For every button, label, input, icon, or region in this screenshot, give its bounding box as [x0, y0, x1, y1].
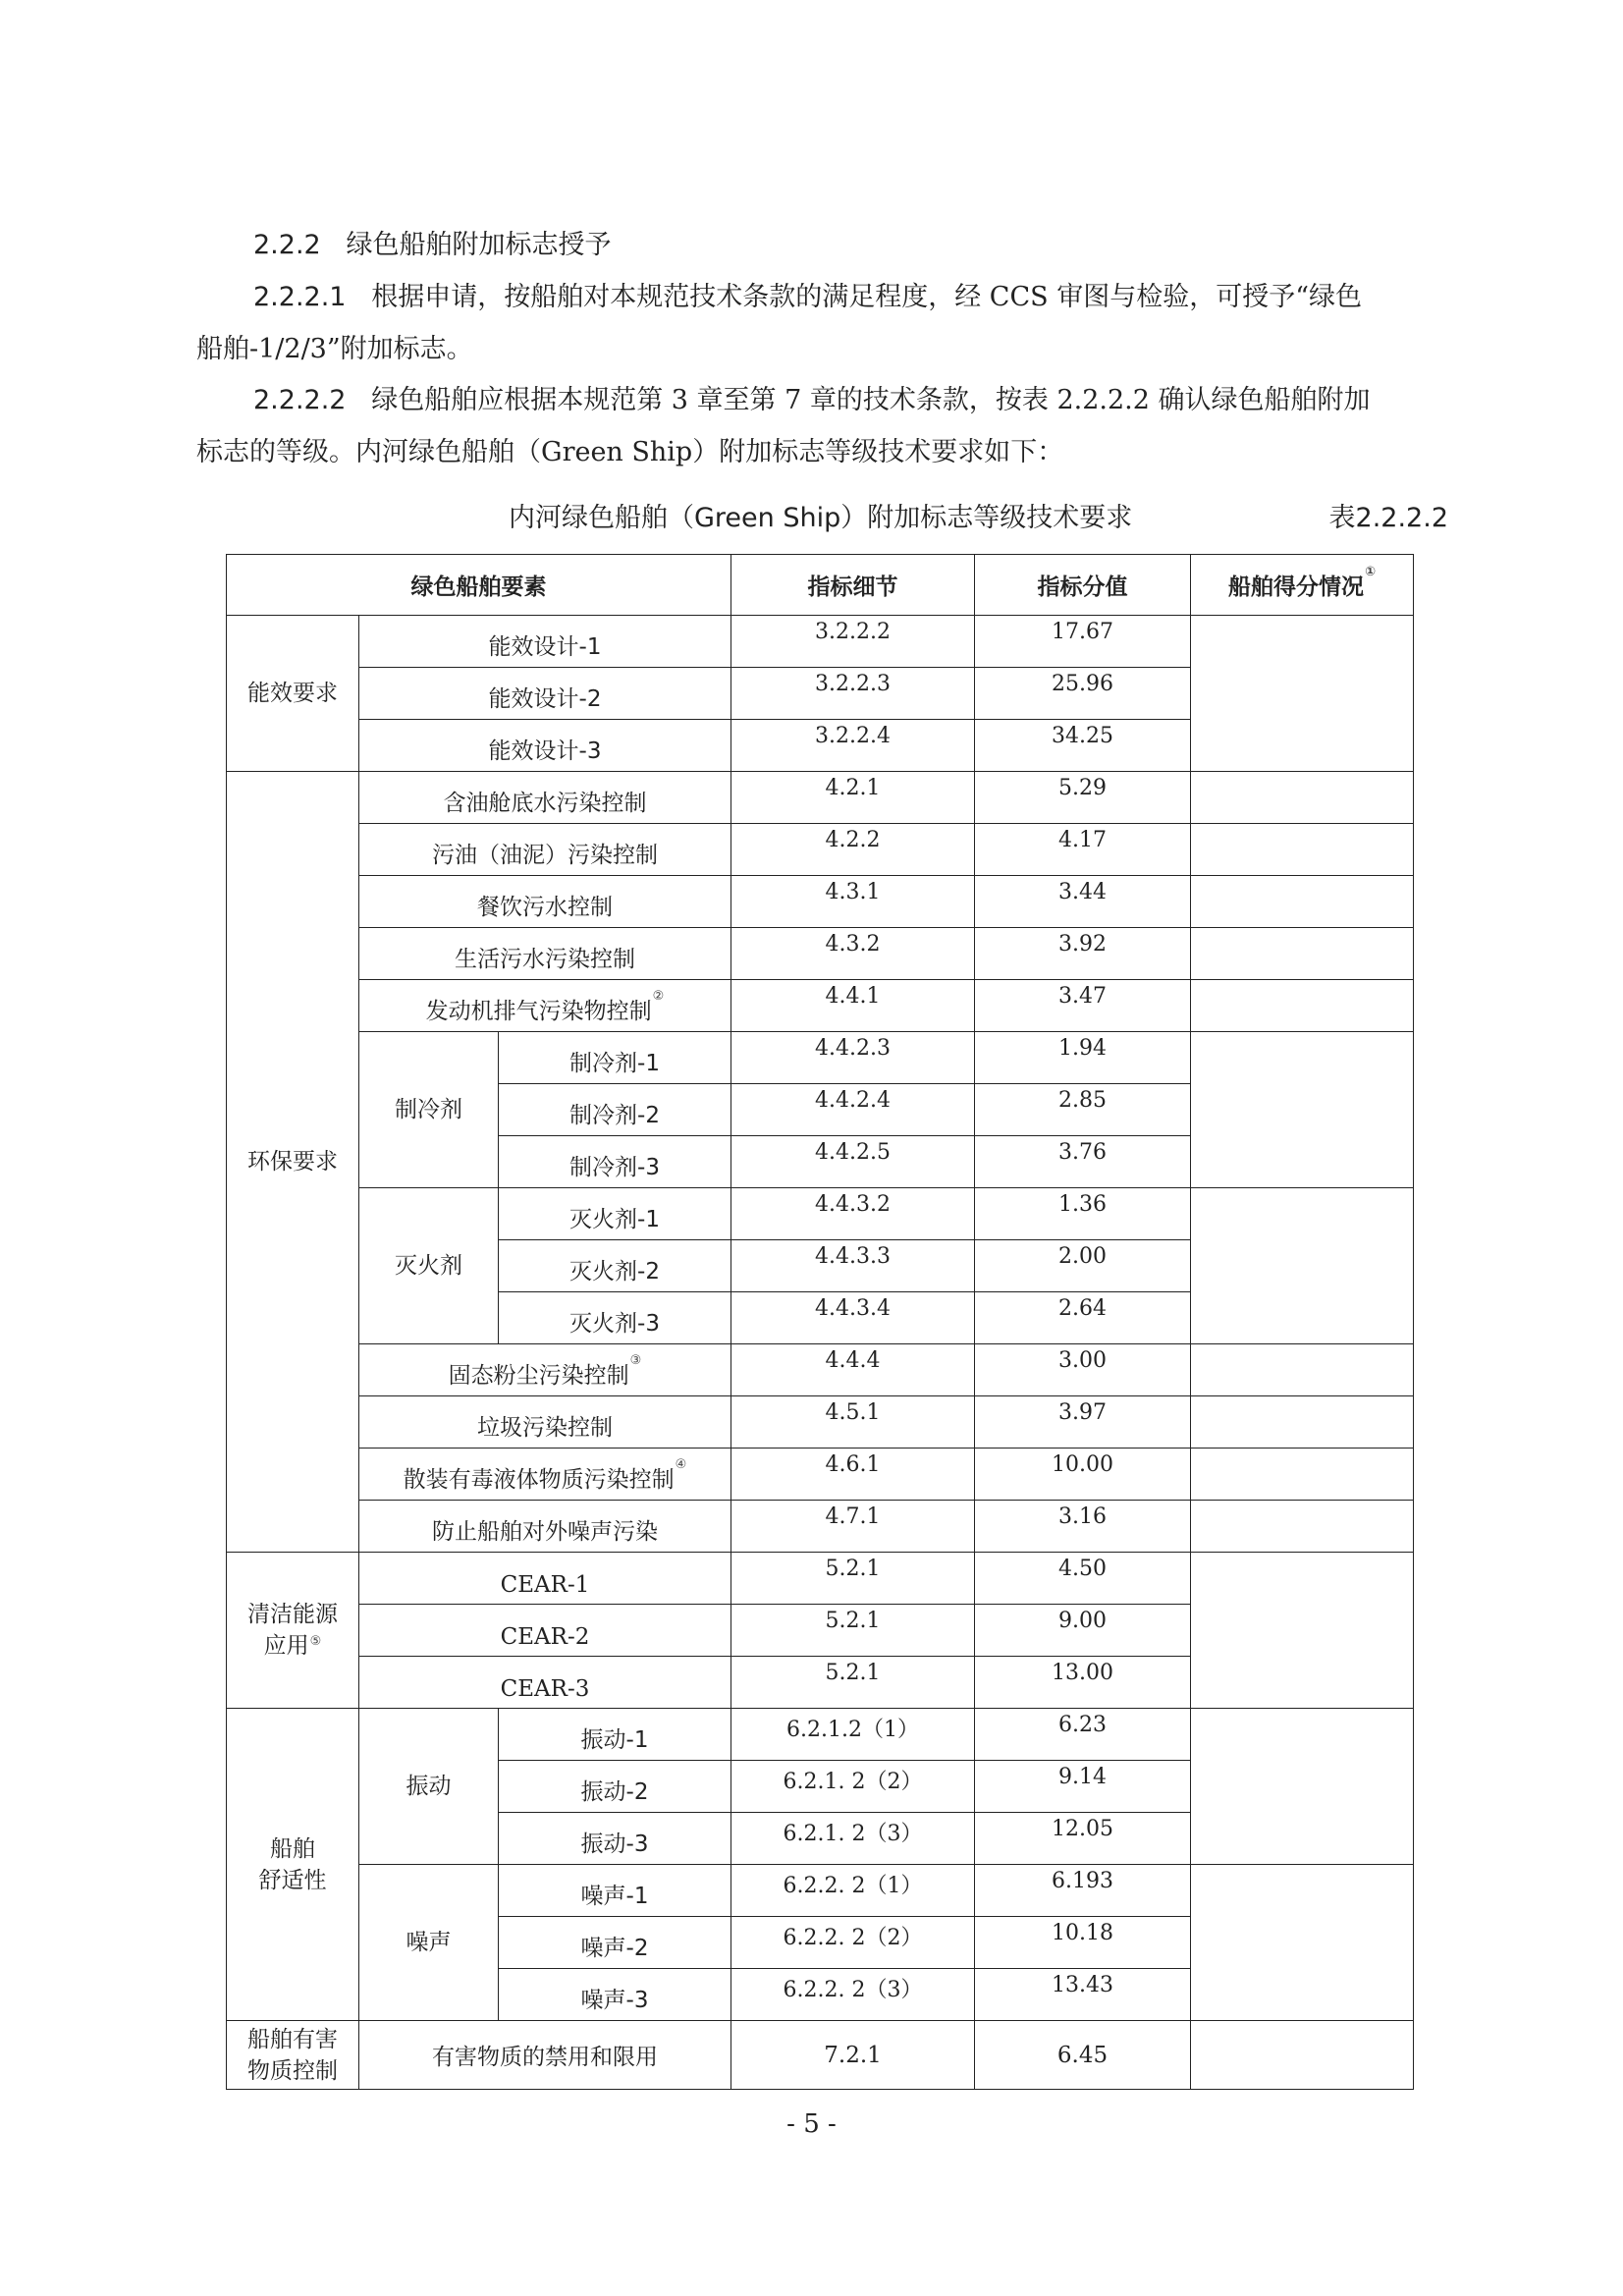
row-value: 17.67: [975, 616, 1191, 668]
section-heading: [253, 228, 611, 263]
row-detail: 4.3.2: [731, 928, 975, 980]
row-value: 6.45: [975, 2021, 1191, 2090]
header-value: 指标分值: [975, 555, 1191, 616]
row-detail: 6.2.2. 2（3）: [731, 1969, 975, 2021]
row-item: 垃圾污染控制: [359, 1396, 731, 1449]
row-value: 3.97: [975, 1396, 1191, 1449]
row-detail: 5.2.1: [731, 1605, 975, 1657]
row-detail: 4.2.2: [731, 824, 975, 876]
row-value: 3.16: [975, 1501, 1191, 1553]
row-item: 制冷剂-2: [499, 1084, 731, 1136]
subgroup-noise: 噪声: [359, 1865, 499, 2021]
row-detail: 4.2.1: [731, 772, 975, 824]
paragraph-2-line-1: [253, 383, 1371, 418]
subgroup-vibration: 振动: [359, 1709, 499, 1865]
score-cell: [1191, 1188, 1414, 1344]
footnote-marker: ③: [629, 1353, 642, 1368]
row-value: 3.00: [975, 1344, 1191, 1396]
row-item: 能效设计-2: [359, 668, 731, 720]
row-detail: 4.4.3.3: [731, 1240, 975, 1292]
table-row: [227, 928, 1414, 980]
score-cell: [1191, 1553, 1414, 1709]
score-cell: [1191, 1449, 1414, 1501]
row-item-with-note: [359, 980, 731, 1032]
table-row: [227, 772, 1414, 824]
row-item: 制冷剂-1: [499, 1032, 731, 1084]
table-row: [227, 1396, 1414, 1449]
table-row: [227, 1449, 1414, 1501]
row-item: 振动-1: [499, 1709, 731, 1761]
row-value: 2.00: [975, 1240, 1191, 1292]
row-item: 噪声-1: [499, 1865, 731, 1917]
table-row: [227, 876, 1414, 928]
paragraph-1-text-2: 船舶-1/2/3”附加标志。: [196, 334, 473, 364]
footnote-marker: ⑤: [309, 1634, 322, 1649]
row-value: 6.193: [975, 1865, 1191, 1917]
section-number: 2.2.2: [253, 230, 321, 260]
score-cell: [1191, 980, 1414, 1032]
row-item: 有害物质的禁用和限用: [359, 2021, 731, 2090]
row-detail: 4.4.2.5: [731, 1136, 975, 1188]
paragraph-2-number: 2.2.2.2: [253, 385, 347, 415]
row-item-label: 固态粉尘污染控制: [448, 1363, 629, 1389]
row-item: 灭火剂-3: [499, 1292, 731, 1344]
table-row: [227, 1344, 1414, 1396]
paragraph-2-text-1: 绿色船舶应根据本规范第 3 章至第 7 章的技术条款，按表 2.2.2.2 确认绿色船舶附加: [371, 385, 1371, 415]
paragraph-2-text-2: 标志的等级。内河绿色船舶（Green Ship）附加标志等级技术要求如下：: [196, 437, 1064, 467]
group-hazardous-line2: 物质控制: [247, 2057, 338, 2084]
table-number: 表2.2.2.2: [1328, 503, 1448, 533]
score-cell: [1191, 1396, 1414, 1449]
row-detail: 4.4.2.4: [731, 1084, 975, 1136]
subgroup-extinguisher: 灭火剂: [359, 1188, 499, 1344]
group-environment: 环保要求: [227, 772, 359, 1553]
score-cell: [1191, 772, 1414, 824]
table-caption: 内河绿色船舶（Green Ship）附加标志等级技术要求: [509, 503, 1133, 533]
header-detail: 指标细节: [731, 555, 975, 616]
row-detail: 4.4.3.2: [731, 1188, 975, 1240]
row-item-with-note: [359, 1449, 731, 1501]
row-item: CEAR-1: [359, 1553, 731, 1605]
row-value: 25.96: [975, 668, 1191, 720]
table-header-row: [227, 555, 1414, 616]
footnote-marker: ①: [1365, 565, 1377, 579]
group-comfort: [227, 1709, 359, 2021]
row-value: 10.18: [975, 1917, 1191, 1969]
row-value: 5.29: [975, 772, 1191, 824]
row-detail: 4.3.1: [731, 876, 975, 928]
row-value: 13.00: [975, 1657, 1191, 1709]
green-ship-requirements-table: [226, 554, 1414, 2090]
table-row: [227, 1709, 1414, 1761]
score-cell: [1191, 1032, 1414, 1188]
row-detail: 6.2.1.2（1）: [731, 1709, 975, 1761]
row-item: 生活污水污染控制: [359, 928, 731, 980]
paragraph-1-line-1: [253, 280, 1362, 315]
row-value: 10.00: [975, 1449, 1191, 1501]
row-value: 6.23: [975, 1709, 1191, 1761]
section-title: 绿色船舶附加标志授予: [346, 230, 612, 260]
row-item: CEAR-3: [359, 1657, 731, 1709]
row-value: 2.64: [975, 1292, 1191, 1344]
row-item: 振动-3: [499, 1813, 731, 1865]
row-value: 3.44: [975, 876, 1191, 928]
row-detail: 4.4.2.3: [731, 1032, 975, 1084]
paragraph-1-number: 2.2.2.1: [253, 282, 347, 312]
subgroup-refrigerant: 制冷剂: [359, 1032, 499, 1188]
row-item: 噪声-2: [499, 1917, 731, 1969]
row-item: 振动-2: [499, 1761, 731, 1813]
row-detail: 4.4.4: [731, 1344, 975, 1396]
row-item: CEAR-2: [359, 1605, 731, 1657]
score-cell: [1191, 1344, 1414, 1396]
row-value: 3.47: [975, 980, 1191, 1032]
score-cell: [1191, 1865, 1414, 2021]
score-cell: [1191, 616, 1414, 772]
paragraph-1-text-1: 根据申请，按船舶对本规范技术条款的满足程度，经 CCS 审图与检验，可授予“绿色: [371, 282, 1362, 312]
footnote-marker: ④: [675, 1457, 687, 1472]
group-comfort-line1: 船舶: [270, 1835, 315, 1862]
row-detail: 4.4.3.4: [731, 1292, 975, 1344]
row-item: 能效设计-1: [359, 616, 731, 668]
table-row: [227, 980, 1414, 1032]
score-cell: [1191, 1709, 1414, 1865]
row-item: 污油（油泥）污染控制: [359, 824, 731, 876]
header-score: [1191, 555, 1414, 616]
row-detail: 4.6.1: [731, 1449, 975, 1501]
score-cell: [1191, 876, 1414, 928]
table-row: [227, 1188, 1414, 1240]
table-row: [227, 2021, 1414, 2090]
row-detail: 3.2.2.2: [731, 616, 975, 668]
row-detail: 4.5.1: [731, 1396, 975, 1449]
row-detail: 6.2.2. 2（1）: [731, 1865, 975, 1917]
group-clean-energy: [227, 1553, 359, 1709]
group-hazardous: [227, 2021, 359, 2090]
row-item: 能效设计-3: [359, 720, 731, 772]
row-detail: 4.4.1: [731, 980, 975, 1032]
row-detail: 5.2.1: [731, 1657, 975, 1709]
table-row: [227, 616, 1414, 668]
group-energy: 能效要求: [227, 616, 359, 772]
score-cell: [1191, 2021, 1414, 2090]
row-item-label: 发动机排气污染物控制: [425, 999, 652, 1024]
row-detail: 3.2.2.4: [731, 720, 975, 772]
paragraph-1-line-2: [196, 332, 473, 367]
footnote-marker: ②: [652, 989, 665, 1004]
group-hazardous-line1: 船舶有害: [247, 2026, 338, 2052]
row-item: 灭火剂-1: [499, 1188, 731, 1240]
header-element: 绿色船舶要素: [227, 555, 731, 616]
row-value: 4.17: [975, 824, 1191, 876]
table-row: [227, 1032, 1414, 1084]
row-value: 1.94: [975, 1032, 1191, 1084]
header-score-label: 船舶得分情况: [1228, 574, 1364, 600]
row-detail: 6.2.1. 2（2）: [731, 1761, 975, 1813]
row-item-with-note: [359, 1344, 731, 1396]
row-value: 34.25: [975, 720, 1191, 772]
group-comfort-line2: 舒适性: [258, 1867, 327, 1893]
score-cell: [1191, 928, 1414, 980]
row-value: 4.50: [975, 1553, 1191, 1605]
score-cell: [1191, 824, 1414, 876]
row-item: 防止船舶对外噪声污染: [359, 1501, 731, 1553]
row-item: 含油舱底水污染控制: [359, 772, 731, 824]
row-value: 9.00: [975, 1605, 1191, 1657]
table-row: [227, 1501, 1414, 1553]
row-detail: 5.2.1: [731, 1553, 975, 1605]
row-detail: 6.2.2. 2（2）: [731, 1917, 975, 1969]
row-item: 制冷剂-3: [499, 1136, 731, 1188]
row-detail: 4.7.1: [731, 1501, 975, 1553]
row-value: 9.14: [975, 1761, 1191, 1813]
page-number: - 5 -: [786, 2109, 837, 2139]
row-value: 12.05: [975, 1813, 1191, 1865]
row-item: 噪声-3: [499, 1969, 731, 2021]
row-item: 灭火剂-2: [499, 1240, 731, 1292]
group-clean-energy-line1: 清洁能源: [247, 1602, 338, 1627]
row-value: 1.36: [975, 1188, 1191, 1240]
row-value: 13.43: [975, 1969, 1191, 2021]
table-row: [227, 1865, 1414, 1917]
group-clean-energy-line2: 应用: [263, 1633, 309, 1659]
table-row: [227, 1553, 1414, 1605]
score-cell: [1191, 1501, 1414, 1553]
row-value: 3.92: [975, 928, 1191, 980]
row-detail: 3.2.2.3: [731, 668, 975, 720]
table-row: [227, 824, 1414, 876]
row-value: 3.76: [975, 1136, 1191, 1188]
row-item: 餐饮污水控制: [359, 876, 731, 928]
row-detail: 7.2.1: [731, 2021, 975, 2090]
row-detail: 6.2.1. 2（3）: [731, 1813, 975, 1865]
row-item-label: 散装有毒液体物质污染控制: [403, 1467, 675, 1493]
row-value: 2.85: [975, 1084, 1191, 1136]
paragraph-2-line-2: [196, 435, 1063, 470]
